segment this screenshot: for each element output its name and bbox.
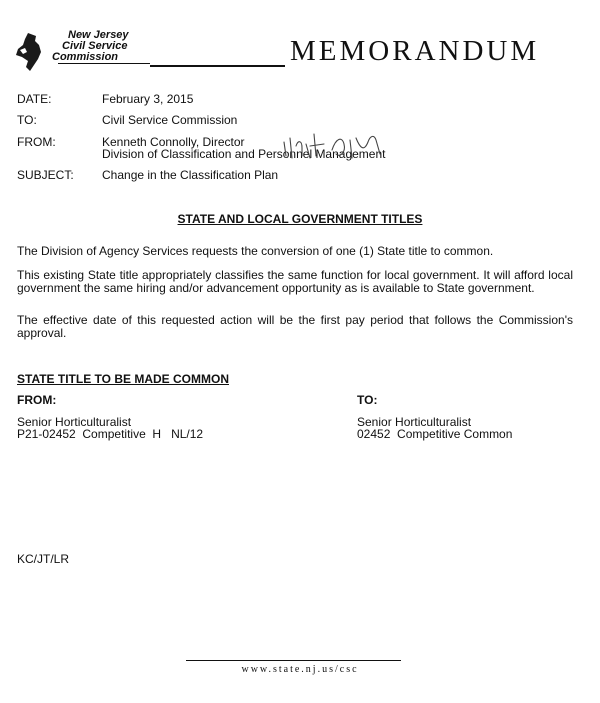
paragraph-justification: This existing State title appropriately classifies the same function for local government. It will afford local government the same hiring and/or advancement opportunity as is available to State government. (17, 268, 573, 295)
date-value: February 3, 2015 (102, 92, 194, 106)
from-value-division: Division of Classification and Personnel Management (102, 147, 386, 161)
paragraph-effective-date: The effective date of this requested action will be the first pay period that follows the Commission's approval. (17, 313, 573, 340)
date-label: DATE: (17, 92, 52, 106)
commission-logo (14, 30, 144, 70)
to-label: TO: (17, 113, 37, 127)
from-title: Senior Horticulturalist (17, 415, 132, 429)
author-initials: KC/JT/LR (17, 552, 70, 566)
from-value-name: Kenneth Connolly, Director (102, 135, 245, 149)
section-heading: STATE AND LOCAL GOVERNMENT TITLES (177, 212, 423, 226)
logo-line-3: Commission (52, 51, 119, 63)
from-column-heading: FROM: (17, 393, 57, 407)
memo-title: MEMORANDUM (290, 35, 540, 67)
to-title: Senior Horticulturalist (357, 415, 472, 429)
subject-value: Change in the Classification Plan (102, 168, 279, 182)
logo-underline (58, 63, 150, 64)
to-code: 02452 Competitive Common (357, 427, 513, 441)
logo-line-2: Civil Service (62, 40, 128, 52)
logo-wordmark (50, 30, 150, 63)
nj-state-outline-icon (14, 32, 48, 72)
paragraph-request: The Division of Agency Services requests the conversion of one (1) State title to common. (17, 244, 494, 258)
from-code: P21-02452 Competitive H NL/12 (17, 427, 204, 441)
subject-label: SUBJECT: (17, 168, 74, 182)
handwritten-signature (280, 128, 390, 162)
to-column-heading: TO: (357, 393, 378, 407)
conversion-heading: STATE TITLE TO BE MADE COMMON (17, 372, 229, 386)
footer-rule (186, 660, 401, 661)
logo-line-1: New Jersey (68, 29, 129, 41)
header-rule (150, 65, 285, 67)
to-value: Civil Service Commission (102, 113, 238, 127)
footer-url: www.state.nj.us/csc (241, 664, 359, 675)
from-label: FROM: (17, 135, 56, 149)
